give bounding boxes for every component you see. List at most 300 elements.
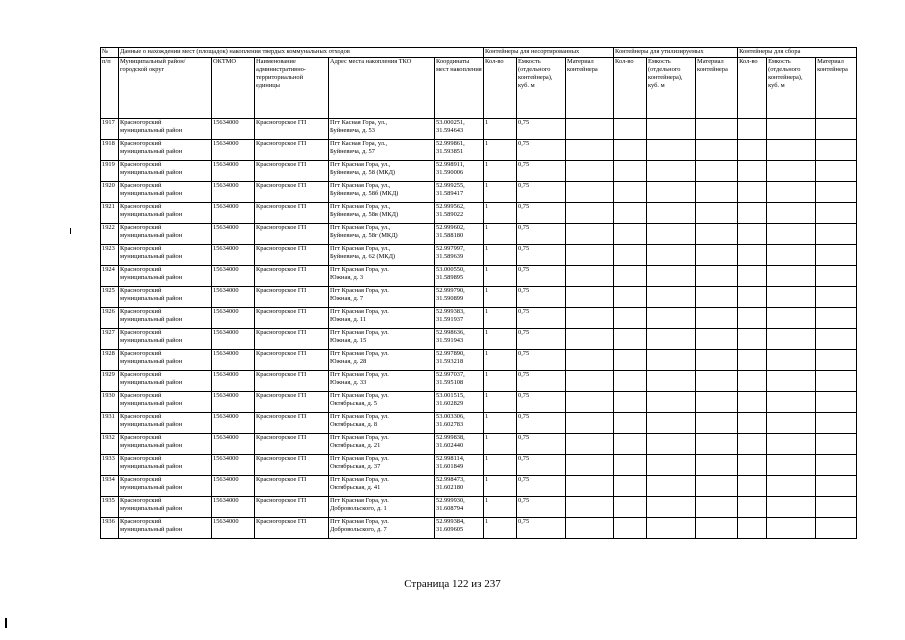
cell-address-text: Октябрьская, д. 41 (330, 484, 381, 491)
cell-empty (738, 329, 767, 350)
cell-district (119, 371, 212, 392)
cell-capacity-text: 0,75 (518, 413, 530, 420)
cell-empty (566, 434, 614, 455)
table-row (101, 518, 857, 539)
cell-empty (816, 245, 857, 266)
cell-coords-text: 31.593851 (436, 148, 464, 155)
cell-empty (566, 182, 614, 203)
cell-oktmo-text: 15634000 (213, 266, 239, 273)
cell-empty (696, 266, 738, 287)
cell-address (329, 119, 435, 140)
cell-coords-text: 31.591937 (436, 316, 464, 323)
cell-empty (647, 140, 696, 161)
cell-count (484, 455, 517, 476)
cell-address (329, 434, 435, 455)
cell-oktmo (212, 203, 255, 224)
cell-empty (816, 266, 857, 287)
cell-empty (566, 224, 614, 245)
cell-oktmo (212, 518, 255, 539)
cell-number-text: 1933 (102, 455, 115, 462)
table-row (101, 329, 857, 350)
cell-address-text: Южная, д. 11 (330, 316, 367, 323)
cell-count-text: 1 (485, 245, 489, 252)
cell-empty (566, 161, 614, 182)
cell-empty (767, 161, 816, 182)
cell-capacity (517, 350, 566, 371)
cell-empty (767, 476, 816, 497)
cell-empty (647, 308, 696, 329)
cell-unit (255, 371, 329, 392)
cell-district (119, 455, 212, 476)
cell-empty (696, 497, 738, 518)
table-row (101, 266, 857, 287)
cell-district-text: муниципальный район (120, 190, 183, 197)
cell-district (119, 350, 212, 371)
header-material: Материал контейнера (696, 58, 738, 119)
cell-capacity (517, 224, 566, 245)
cell-empty (816, 308, 857, 329)
cell-count-text: 1 (485, 350, 489, 357)
cell-capacity (517, 161, 566, 182)
cell-oktmo-text: 15634000 (213, 308, 239, 315)
cell-oktmo (212, 413, 255, 434)
cell-coords-text: 52.998911, (436, 161, 465, 168)
cell-address-text: Пгт Красная Гора, ул. (330, 518, 389, 525)
cell-number-text: 1919 (102, 161, 115, 168)
cell-empty (647, 203, 696, 224)
cell-empty (738, 287, 767, 308)
header-group-location: Данные о нахождении мест (площадок) накопления твердых коммунальных отходов (119, 48, 484, 58)
cell-unit-text: Красногорское ГП (256, 392, 307, 399)
cell-district (119, 392, 212, 413)
cell-number (101, 266, 119, 287)
cell-count-text: 1 (485, 434, 489, 441)
cell-empty (767, 392, 816, 413)
cell-number (101, 224, 119, 245)
cell-coords-text: 31.608794 (436, 505, 464, 512)
cell-address-text: Пгт Красная Гора, ул., (330, 224, 391, 231)
cell-capacity-text: 0,75 (518, 476, 530, 483)
cell-district-text: муниципальный район (120, 316, 183, 323)
cell-coords-text: 52.997997, (436, 245, 465, 252)
cell-number-text: 1928 (102, 350, 115, 357)
cell-oktmo (212, 350, 255, 371)
cell-district-text: Красногорский (120, 266, 162, 273)
cell-empty (816, 224, 857, 245)
cell-capacity (517, 434, 566, 455)
cell-empty (566, 350, 614, 371)
cell-address (329, 224, 435, 245)
cell-district-text: Красногорский (120, 203, 162, 210)
cell-empty (738, 350, 767, 371)
cell-count (484, 413, 517, 434)
cell-empty (767, 518, 816, 539)
cell-empty (738, 224, 767, 245)
cell-count (484, 518, 517, 539)
cell-oktmo (212, 371, 255, 392)
cell-address-text: Буйневича, д. 62 (МКД) (330, 253, 396, 260)
cell-district-text: Красногорский (120, 350, 162, 357)
cell-address-text: Пгт Красная Гора, ул. (330, 455, 389, 462)
cell-number (101, 161, 119, 182)
cell-oktmo-text: 15634000 (213, 350, 239, 357)
cell-district (119, 224, 212, 245)
cell-empty (767, 140, 816, 161)
cell-unit (255, 350, 329, 371)
cell-coords-text: 31.591943 (436, 337, 464, 344)
cell-coords-text: 52.999255, (436, 182, 465, 189)
cell-address-text: Буйневича, д. 53 (330, 127, 375, 134)
cell-district-text: муниципальный район (120, 421, 183, 428)
table-row (101, 455, 857, 476)
cell-coords (435, 350, 484, 371)
cell-oktmo-text: 15634000 (213, 371, 239, 378)
cell-coords-text: 31.601849 (436, 463, 464, 470)
cell-capacity (517, 413, 566, 434)
cell-empty (767, 413, 816, 434)
cell-count (484, 329, 517, 350)
cell-unit-text: Красногорское ГП (256, 140, 307, 147)
cell-empty (614, 140, 647, 161)
cell-number-text: 1936 (102, 518, 115, 525)
cell-count (484, 371, 517, 392)
cell-count (484, 434, 517, 455)
cell-empty (816, 413, 857, 434)
cell-coords (435, 476, 484, 497)
cell-coords-text: 52.999838, (436, 434, 465, 441)
cell-empty (696, 371, 738, 392)
cell-coords-text: 31.609605 (436, 526, 464, 533)
cell-empty (566, 266, 614, 287)
header-coords: Координаты мест накопления (435, 58, 484, 119)
cell-capacity (517, 182, 566, 203)
cell-count-text: 1 (485, 182, 489, 189)
cell-number-text: 1924 (102, 266, 115, 273)
cell-coords-text: 31.602180 (436, 484, 464, 491)
cell-empty (647, 245, 696, 266)
cell-district (119, 161, 212, 182)
cell-count (484, 308, 517, 329)
cell-coords-text: 31.589417 (436, 190, 464, 197)
cell-empty (767, 455, 816, 476)
cell-district-text: муниципальный район (120, 148, 183, 155)
cell-capacity-text: 0,75 (518, 350, 530, 357)
cell-district-text: Красногорский (120, 434, 162, 441)
cell-unit (255, 287, 329, 308)
header-capacity: Емкость (отдельного контейнера), куб. м (517, 58, 566, 119)
cell-empty (696, 203, 738, 224)
cell-number (101, 392, 119, 413)
cell-coords-text: 31.590006 (436, 169, 464, 176)
cell-unit-text: Красногорское ГП (256, 182, 307, 189)
cell-oktmo-text: 15634000 (213, 518, 239, 525)
cell-coords-text: 52.998114, (436, 455, 465, 462)
cell-address-text: Октябрьская, д. 21 (330, 442, 381, 449)
header-group-unsorted: Контейнеры для несортированных (484, 48, 614, 58)
table-row (101, 182, 857, 203)
cell-address-text: Пгт Красная Гора, ул. (330, 266, 389, 273)
cell-empty (816, 119, 857, 140)
cell-empty (767, 203, 816, 224)
cell-unit (255, 224, 329, 245)
cell-capacity (517, 518, 566, 539)
cell-address (329, 350, 435, 371)
page-number: Страница 122 из 237 (404, 578, 501, 590)
cell-empty (696, 392, 738, 413)
cell-empty (614, 350, 647, 371)
cell-district (119, 518, 212, 539)
table-row (101, 434, 857, 455)
cell-coords-text: 52.999930, (436, 497, 465, 504)
cell-district (119, 329, 212, 350)
cell-coords-text: 31.593218 (436, 358, 464, 365)
cell-empty (696, 140, 738, 161)
cell-capacity-text: 0,75 (518, 434, 530, 441)
cell-district (119, 140, 212, 161)
table-header (101, 48, 857, 119)
cell-coords (435, 119, 484, 140)
cell-address-text: Октябрьская, д. 5 (330, 400, 378, 407)
cell-count-text: 1 (485, 392, 489, 399)
cell-empty (647, 224, 696, 245)
cell-count-text: 1 (485, 224, 489, 231)
cell-coords-text: 31.588180 (436, 232, 464, 239)
cell-empty (647, 161, 696, 182)
cell-unit (255, 203, 329, 224)
cell-empty (647, 392, 696, 413)
table-row (101, 140, 857, 161)
cell-empty (647, 350, 696, 371)
cell-number (101, 203, 119, 224)
cell-unit-text: Красногорское ГП (256, 203, 307, 210)
cell-coords-text: 31.594643 (436, 127, 464, 134)
cell-number (101, 497, 119, 518)
cell-empty (647, 455, 696, 476)
cell-oktmo-text: 15634000 (213, 182, 239, 189)
cell-oktmo (212, 287, 255, 308)
cell-empty (738, 371, 767, 392)
cell-oktmo-text: 15634000 (213, 287, 239, 294)
cell-coords (435, 245, 484, 266)
cell-oktmo-text: 15634000 (213, 329, 239, 336)
cell-address (329, 497, 435, 518)
table-row (101, 203, 857, 224)
cell-empty (816, 476, 857, 497)
cell-address-text: Пгт Красная Гора, ул., (330, 245, 391, 252)
cell-capacity (517, 203, 566, 224)
cell-capacity-text: 0,75 (518, 224, 530, 231)
cell-empty (696, 308, 738, 329)
cell-number (101, 476, 119, 497)
cell-empty (767, 287, 816, 308)
cell-empty (738, 392, 767, 413)
cell-oktmo (212, 119, 255, 140)
cell-address-text: Пгт Касная Гора, ул., (330, 119, 388, 126)
cell-count-text: 1 (485, 476, 489, 483)
header-count: Кол-во (614, 58, 647, 119)
cell-empty (696, 245, 738, 266)
cell-unit (255, 392, 329, 413)
cell-address-text: Пгт Красная Гора, ул. (330, 371, 389, 378)
cell-coords-text: 52.999861, (436, 140, 465, 147)
cell-number (101, 350, 119, 371)
cell-number (101, 287, 119, 308)
cell-district-text: муниципальный район (120, 400, 183, 407)
cell-empty (566, 329, 614, 350)
cell-coords (435, 329, 484, 350)
cell-empty (696, 329, 738, 350)
cell-empty (696, 182, 738, 203)
table-row (101, 476, 857, 497)
table-row (101, 119, 857, 140)
cell-number (101, 434, 119, 455)
header-count: Кол-во (484, 58, 517, 119)
cell-empty (647, 182, 696, 203)
cell-capacity-text: 0,75 (518, 308, 530, 315)
header-num-pp: п/п (101, 58, 119, 119)
cell-district (119, 287, 212, 308)
cell-district-text: муниципальный район (120, 526, 183, 533)
cell-district (119, 434, 212, 455)
cell-number-text: 1920 (102, 182, 115, 189)
cell-count (484, 350, 517, 371)
cell-empty (767, 308, 816, 329)
cell-empty (696, 119, 738, 140)
table-row (101, 497, 857, 518)
cell-address-text: Буйневича, д. 57 (330, 148, 375, 155)
cell-empty (696, 455, 738, 476)
cell-count-text: 1 (485, 119, 489, 126)
cell-count (484, 392, 517, 413)
cell-unit-text: Красногорское ГП (256, 287, 307, 294)
cell-address-text: Пгт Красная Гора, ул. (330, 329, 389, 336)
cell-count (484, 476, 517, 497)
cell-district-text: Красногорский (120, 392, 162, 399)
cell-address-text: Пгт Красная Гора, ул., (330, 161, 391, 168)
cell-unit-text: Красногорское ГП (256, 518, 307, 525)
cell-oktmo (212, 392, 255, 413)
cell-oktmo-text: 15634000 (213, 497, 239, 504)
cell-district-text: Красногорский (120, 182, 162, 189)
cell-empty (647, 266, 696, 287)
cell-unit (255, 329, 329, 350)
cell-address-text: Пгт Красная Гора, ул. (330, 287, 389, 294)
cell-empty (767, 497, 816, 518)
cell-capacity-text: 0,75 (518, 119, 530, 126)
cell-district-text: Красногорский (120, 245, 162, 252)
cell-empty (614, 245, 647, 266)
cell-district-text: Красногорский (120, 518, 162, 525)
cell-number (101, 245, 119, 266)
cell-coords (435, 392, 484, 413)
cell-empty (816, 287, 857, 308)
cell-count (484, 203, 517, 224)
cell-district-text: муниципальный район (120, 379, 183, 386)
cell-address-text: Пгт Красная Гора, ул. (330, 392, 389, 399)
cell-count (484, 245, 517, 266)
cell-coords-text: 52.997037, (436, 371, 465, 378)
cell-district (119, 266, 212, 287)
cell-address (329, 140, 435, 161)
cell-count-text: 1 (485, 203, 489, 210)
cell-district-text: муниципальный район (120, 253, 183, 260)
cell-capacity-text: 0,75 (518, 182, 530, 189)
cell-empty (614, 224, 647, 245)
cell-unit-text: Красногорское ГП (256, 224, 307, 231)
cell-address-text: Пгт Красная Гора, ул. (330, 497, 389, 504)
cell-number-text: 1929 (102, 371, 115, 378)
cell-capacity (517, 455, 566, 476)
cell-number-text: 1930 (102, 392, 115, 399)
cell-empty (647, 371, 696, 392)
cell-district (119, 497, 212, 518)
cell-empty (614, 476, 647, 497)
cell-count-text: 1 (485, 518, 489, 525)
cell-empty (566, 308, 614, 329)
cell-address (329, 371, 435, 392)
cell-coords (435, 161, 484, 182)
cell-capacity (517, 371, 566, 392)
cell-empty (696, 350, 738, 371)
cell-unit-text: Красногорское ГП (256, 413, 307, 420)
cell-capacity-text: 0,75 (518, 140, 530, 147)
cell-district-text: муниципальный район (120, 295, 183, 302)
cell-address-text: Пгт Красная Гора, ул. (330, 434, 389, 441)
cell-unit-text: Красногорское ГП (256, 476, 307, 483)
cell-empty (566, 371, 614, 392)
cell-empty (767, 371, 816, 392)
cell-oktmo-text: 15634000 (213, 119, 239, 126)
cell-address-text: Южная, д. 3 (330, 274, 364, 281)
cell-coords-text: 31.589022 (436, 211, 464, 218)
cell-coords-text: 52.998636, (436, 329, 465, 336)
cell-count-text: 1 (485, 329, 489, 336)
edge-mark-left (70, 228, 71, 234)
cell-oktmo-text: 15634000 (213, 161, 239, 168)
cell-address-text: Пгт Красная Гора, ул., (330, 182, 391, 189)
cell-address (329, 182, 435, 203)
table-row (101, 308, 857, 329)
cell-address-text: Южная, д. 7 (330, 295, 364, 302)
cell-oktmo-text: 15634000 (213, 392, 239, 399)
cell-number (101, 140, 119, 161)
cell-address-text: Буйневича, д. 58г (МКД) (330, 232, 398, 239)
header-material: Материал контейнера (566, 58, 614, 119)
cell-district (119, 203, 212, 224)
cell-unit-text: Красногорское ГП (256, 245, 307, 252)
cell-empty (614, 329, 647, 350)
cell-number (101, 308, 119, 329)
cell-coords (435, 224, 484, 245)
cell-coords (435, 455, 484, 476)
cell-empty (738, 497, 767, 518)
cell-count-text: 1 (485, 161, 489, 168)
cell-address-text: Пгт Касная Гора, ул., (330, 140, 388, 147)
cell-empty (767, 329, 816, 350)
cell-oktmo-text: 15634000 (213, 455, 239, 462)
cell-empty (614, 392, 647, 413)
cell-capacity (517, 329, 566, 350)
cell-capacity (517, 497, 566, 518)
cell-count-text: 1 (485, 140, 489, 147)
cell-address (329, 287, 435, 308)
cell-coords-text: 52.999790, (436, 287, 465, 294)
cell-empty (738, 182, 767, 203)
header-num: № (101, 48, 119, 58)
edge-mark-bottom (5, 618, 7, 628)
table-row (101, 287, 857, 308)
cell-coords (435, 518, 484, 539)
